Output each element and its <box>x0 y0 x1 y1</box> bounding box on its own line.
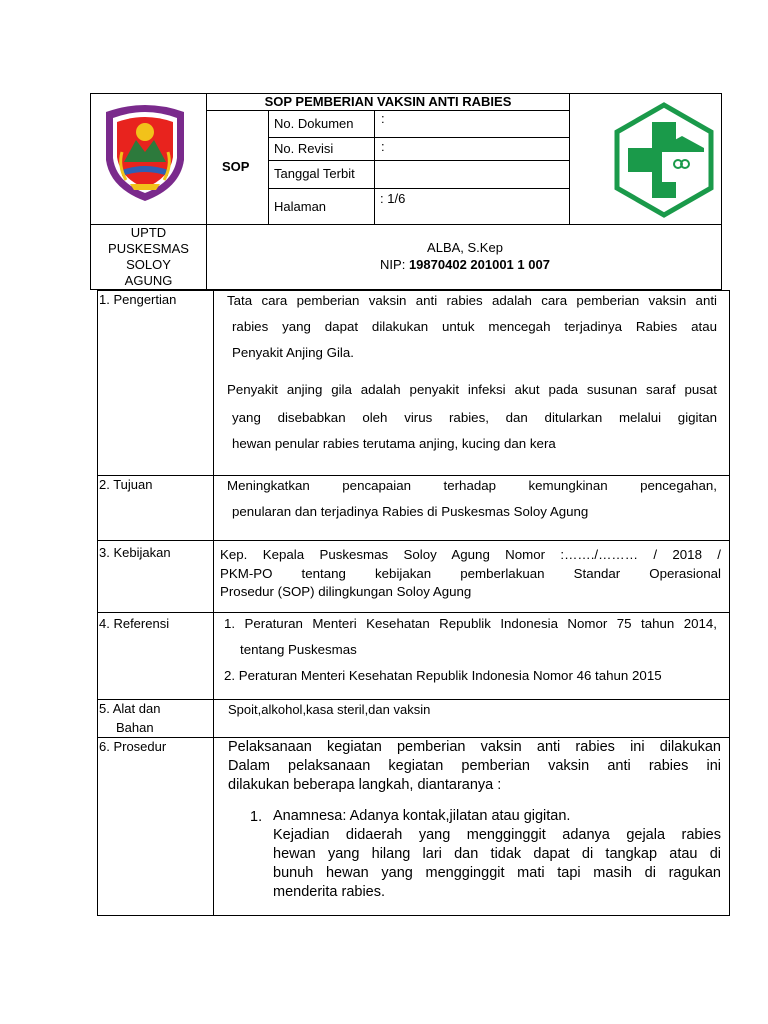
divider <box>268 160 570 161</box>
divider <box>97 540 730 541</box>
section-label-tujuan: 2. Tujuan <box>99 477 153 492</box>
sop-label: SOP <box>222 159 250 174</box>
divider <box>374 110 375 224</box>
tujuan-line: penularan dan terjadinya Rabies di Puskesmas Soloy Agung <box>232 504 589 519</box>
field-label-page: Halaman <box>274 199 327 214</box>
unit-line-1: UPTD <box>130 225 167 240</box>
divider <box>268 137 570 138</box>
pengertian-line: Tata cara pemberian vaksin anti rabies adalah cara pemberian vaksin anti <box>227 293 717 308</box>
section-label-referensi: 4. Referensi <box>99 616 170 631</box>
unit-line-2: PUSKESMAS <box>108 241 189 256</box>
pengertian-line: Penyakit Anjing Gila. <box>232 345 354 360</box>
divider <box>206 110 570 111</box>
section-label-prosedur: 6. Prosedur <box>99 739 167 754</box>
prosedur-intro-line: dilakukan beberapa langkah, diantaranya : <box>228 777 502 793</box>
divider <box>268 110 269 224</box>
referensi-item-1: 1. Peraturan Menteri Kesehatan Republik Indonesia Nomor 75 tahun 2014, <box>224 616 717 631</box>
field-label-doc-number: No. Dokumen <box>274 116 354 131</box>
divider <box>268 188 570 189</box>
prosedur-step-line: Anamnesa: Adanya kontak,jilatan atau gigitan. <box>273 808 571 824</box>
puskesmas-logo <box>612 102 716 218</box>
unit-line-4: AGUNG <box>124 273 173 288</box>
tujuan-line: Meningkatkan pencapaian terhadap kemungkinan pencegahan, <box>227 478 717 493</box>
pengertian-line: rabies yang dapat dilakukan untuk mencegah terjadinya Rabies atau <box>232 319 717 334</box>
section-label-bahan: Bahan <box>116 720 154 735</box>
nip-value: 19870402 201001 1 007 <box>408 257 550 272</box>
prosedur-intro-line: Pelaksanaan kegiatan pemberian vaksin anti rabies ini dilakukan <box>228 739 721 755</box>
field-value-revision: : <box>381 139 385 154</box>
section-label-kebijakan: 3. Kebijakan <box>99 545 171 560</box>
kebijakan-line: Kep. Kepala Puskesmas Soloy Agung Nomor :……./……… / 2018 / <box>220 547 721 562</box>
signer-nip <box>300 257 630 273</box>
section-label-alat: 5. Alat dan <box>99 701 161 716</box>
divider <box>213 290 214 916</box>
field-value-doc-number: : <box>381 111 385 126</box>
prosedur-step-line: hewan yang hilang lari dan tidak dapat di tangkap atau di <box>273 846 721 862</box>
referensi-item-2: 2. Peraturan Menteri Kesehatan Republik Indonesia Nomor 46 tahun 2015 <box>224 668 662 683</box>
pengertian-line: Penyakit anjing gila adalah penyakit infeksi akut pada susunan saraf pusat <box>227 382 717 397</box>
prosedur-step-line: bunuh hewan yang mengginggit mati tapi masih di ragukan <box>273 865 721 881</box>
pengertian-line: yang disebabkan oleh virus rabies, dan ditularkan melalui gigitan <box>232 410 717 425</box>
nip-label: NIP: <box>380 257 409 272</box>
pengertian-line: hewan penular rabies terutama anjing, kucing dan kera <box>232 436 556 451</box>
kebijakan-line: Prosedur (SOP) dilingkungan Soloy Agung <box>220 584 472 599</box>
signer-name: ALBA, S.Kep <box>427 240 503 255</box>
divider <box>206 93 207 290</box>
referensi-item-1-cont: tentang Puskesmas <box>240 642 357 657</box>
prosedur-intro-line: Dalam pelaksanaan kegiatan pemberian vaksin anti rabies ini <box>228 758 721 774</box>
divider <box>569 93 570 224</box>
regency-logo <box>100 100 190 205</box>
unit-line-3: SOLOY <box>126 257 171 272</box>
prosedur-step-number: 1. <box>250 809 263 825</box>
alat-text: Spoit,alkohol,kasa steril,dan vaksin <box>228 702 431 717</box>
prosedur-step-line: menderita rabies. <box>273 884 386 900</box>
kebijakan-line: PKM-PO tentang kebijakan pemberlakuan Standar Operasional <box>220 566 721 581</box>
divider <box>97 699 730 700</box>
document-title: SOP PEMBERIAN VAKSIN ANTI RABIES <box>264 94 512 109</box>
field-label-revision: No. Revisi <box>274 141 334 156</box>
field-value-page: : 1/6 <box>380 191 406 206</box>
prosedur-step-line: Kejadian didaerah yang mengginggit adanya gejala rabies <box>273 827 721 843</box>
field-label-issue-date: Tanggal Terbit <box>274 166 355 181</box>
section-label-pengertian: 1. Pengertian <box>99 292 177 307</box>
